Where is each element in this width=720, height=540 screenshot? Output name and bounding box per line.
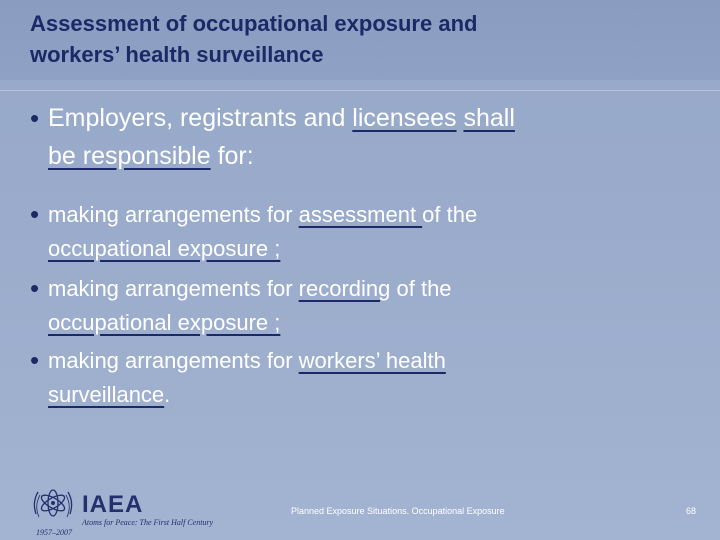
slide-title [30,8,690,70]
divider [0,90,720,91]
sub-bullet-3-period: . [164,382,171,407]
sub-bullet-3-text: making arrangements for [48,348,299,373]
sub-bullet-2-text: making arrangements for [48,276,299,301]
iaea-wordmark: IAEA [82,491,144,518]
sub-bullet-1-assessment: assessment [298,202,423,227]
title-line-2: workers’ health surveillance [30,42,324,67]
sub-bullet-2-occupational-exposure: occupational exposure ; [48,310,281,335]
main-bullet-be-responsible: be responsible [48,142,211,170]
main-bullet-line-2 [48,142,254,171]
sub-bullet-1-of-the: of the [422,202,478,227]
sub-bullet-2-line-1 [48,276,452,302]
page-number: 68 [686,506,697,516]
sub-bullet-1-line-1 [48,202,477,228]
iaea-logo [30,484,220,538]
sub-bullet-2-line-2 [48,310,280,336]
main-bullet-text: Employers, registrants and [48,104,353,132]
atom-globe-icon [30,484,76,522]
sub-bullet-3-line-2 [48,382,170,408]
sub-bullet-3-line-1 [48,348,446,374]
sub-bullet-1-line-2 [48,236,280,262]
logo-tagline: Atoms for Peace: The First Half Century [82,518,214,527]
title-line-1: Assessment of occupational exposure and [30,11,478,36]
sub-bullet-2-marker: • [30,273,40,303]
sub-bullet-3-marker: • [30,345,40,375]
main-bullet-line-1 [48,104,515,133]
main-bullet-marker: • [30,103,40,133]
sub-bullet-1-text: making arrangements for [48,202,299,227]
footer-caption: Planned Exposure Situations. Occupational Exposure [291,506,505,516]
sub-bullet-1-occupational-exposure: occupational exposure ; [48,236,281,261]
sub-bullet-1-marker: • [30,199,40,229]
sub-bullet-2-recording: recording [298,276,391,301]
main-bullet-shall: shall [463,104,515,132]
sub-bullet-3-workers-health: workers’ health [298,348,446,373]
main-bullet-for: for: [210,142,254,170]
logo-years: 1957–2007 [36,528,72,537]
sub-bullet-2-of-the: of the [390,276,452,301]
sub-bullet-3-surveillance: surveillance [48,382,165,407]
main-bullet-licensees: licensees [352,104,457,132]
